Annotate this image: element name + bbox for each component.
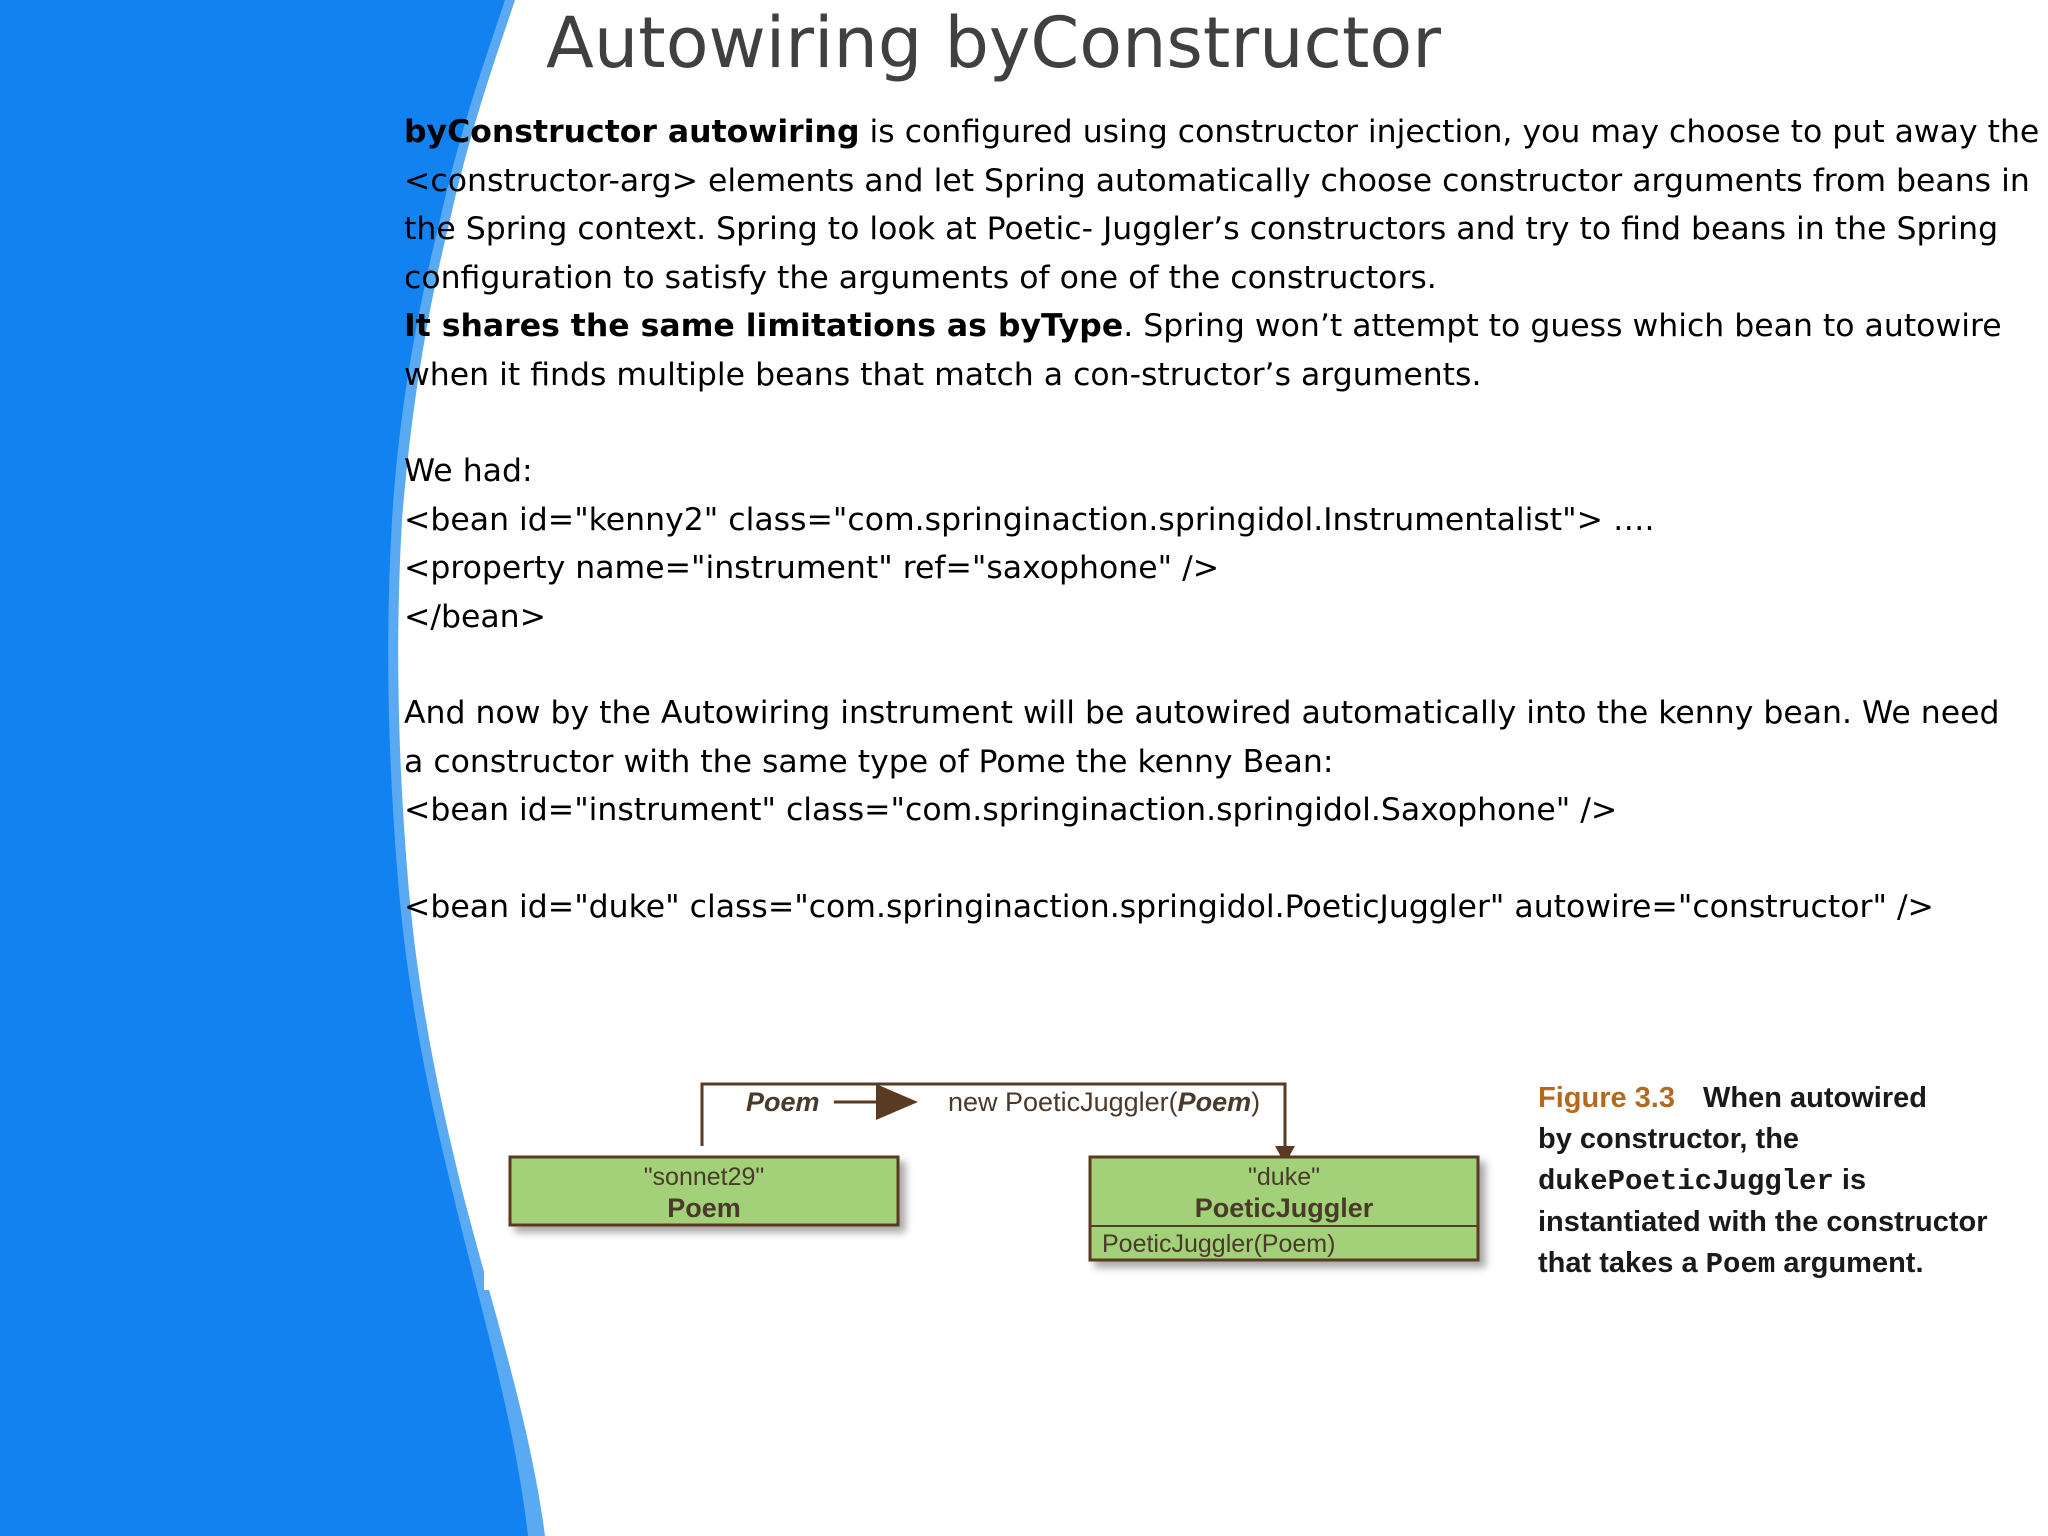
figure-caption: Figure 3.3 When autowired by constructor, the dukePoeticJuggler is instantiated with the constructor that takes a Poem argument. xyxy=(1538,1082,1988,1281)
poem-bean-type: Poem xyxy=(667,1193,741,1223)
poem-bean-id: "sonnet29" xyxy=(643,1163,765,1191)
paragraph-1-line-4: configuration to satisfy the arguments of one of the constructors. xyxy=(404,259,1437,296)
autowire-diagram xyxy=(484,1020,1584,1320)
paragraph-1-line-2: <constructor-arg> elements and let Spring automatically choose constructor arguments from beans in xyxy=(404,162,2030,199)
caption-code-bean: dukePoeticJuggler xyxy=(1538,1165,1834,1198)
paragraph-1-line-1: byConstructor autowiring is configured using constructor injection, you may choose to put away the xyxy=(404,114,2040,150)
paragraph-2-line-2: when it finds multiple beans that match a con-structor’s arguments. xyxy=(404,356,1482,393)
arrow-to-label: new PoeticJuggler(Poem) xyxy=(948,1087,1261,1117)
duke-bean-type: PoeticJuggler xyxy=(1194,1193,1374,1223)
paragraph-3-line-2: a constructor with the same type of Pome the kenny Bean: xyxy=(404,743,1334,780)
figure-area xyxy=(484,1020,1548,1290)
code-line-4: <bean id="instrument" class="com.springinaction.springidol.Saxophone" /> xyxy=(404,792,1618,828)
code-line-5: <bean id="duke" class="com.springinaction.springidol.PoeticJuggler" autowire="constructor" /> xyxy=(404,888,1934,925)
duke-constructor: PoeticJuggler(Poem) xyxy=(1102,1230,1336,1258)
arrow-from-label: Poem xyxy=(746,1087,820,1117)
slide-title: Autowiring byConstructor xyxy=(546,2,1442,84)
paragraph-1-line-3: the Spring context. Spring to look at Poetic- Juggler’s constructors and try to find beans in the Spring xyxy=(404,211,1999,247)
body-text xyxy=(404,108,2044,931)
paragraph-2-line-1: It shares the same limitations as byType. Spring won’t attempt to guess which bean to autowire xyxy=(404,308,2002,344)
caption-code-poem: Poem xyxy=(1705,1248,1776,1281)
duke-bean-id: "duke" xyxy=(1248,1163,1320,1191)
code-line-1: <bean id="kenny2" class="com.springinaction.springidol.Instrumentalist"> …. xyxy=(404,501,1655,538)
paragraph-3-line-1: And now by the Autowiring instrument will be autowired automatically into the kenny bean. We need xyxy=(404,695,2000,731)
bold-term-byconstructor: byConstructor autowiring xyxy=(404,114,860,150)
code-line-3: </bean> xyxy=(404,598,547,635)
we-had-label: We had: xyxy=(404,453,533,489)
figure-label: Figure 3.3 xyxy=(1538,1082,1675,1114)
bold-term-limitations: It shares the same limitations as byType xyxy=(404,308,1124,344)
code-line-2: <property name="instrument" ref="saxophone" /> xyxy=(404,550,1220,586)
